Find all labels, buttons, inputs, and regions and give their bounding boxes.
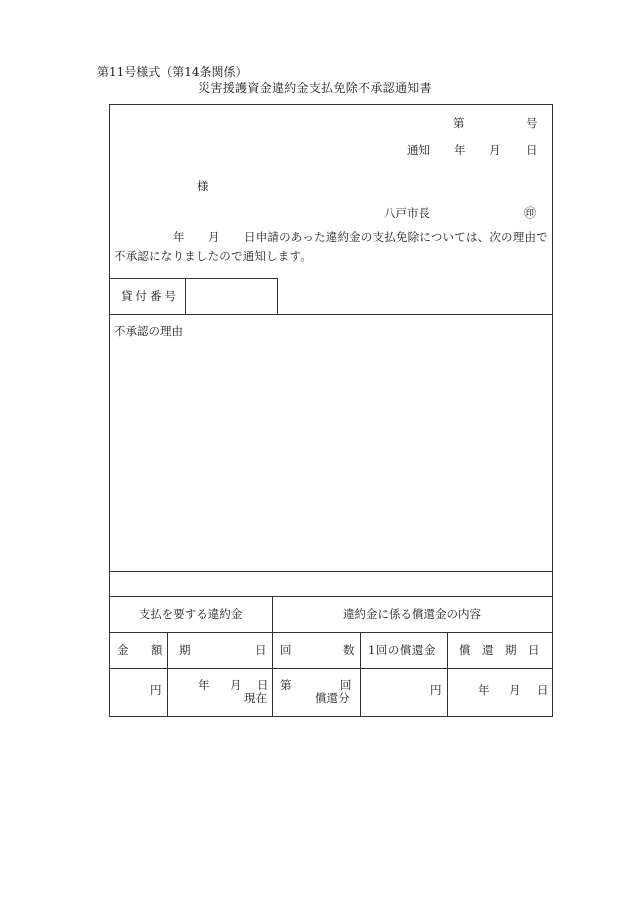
body-text-line1: 日申請のあった違約金の支払免除については、次の理由で: [244, 230, 548, 244]
loan-box-top-border: [109, 278, 278, 279]
frame-bottom-border: [109, 716, 553, 717]
row-due-day: 日: [537, 683, 549, 697]
reason-bottom-border: [109, 571, 553, 572]
seal-mark: ㊞: [524, 206, 537, 220]
row-installment-kai: 回: [340, 678, 352, 692]
body-text-line2: 不承認になりましたので通知します。: [114, 249, 312, 263]
recipient-honorific: 様: [197, 179, 209, 193]
body-year: 年: [173, 230, 185, 244]
notice-number-dai: 第: [453, 116, 465, 130]
col-header-count-a: 回: [280, 643, 292, 657]
col-divider-installment: [447, 632, 448, 716]
row-installment-dai: 第: [280, 678, 292, 692]
row-installment-yen: 円: [430, 683, 442, 697]
row-amount-yen: 円: [150, 683, 162, 697]
row-date-year: 年: [198, 678, 210, 692]
form-number-label: 第11号様式（第14条関係）: [97, 65, 248, 79]
row-due-year: 年: [478, 683, 490, 697]
group-header-bottom-border: [109, 632, 553, 633]
notice-date-month: 月: [489, 143, 501, 157]
loan-row-bottom-border: [109, 314, 553, 315]
notice-date-year: 年: [454, 143, 466, 157]
frame-top-border: [109, 104, 553, 105]
notice-date-day: 日: [526, 143, 538, 157]
issuer-name: 八戸市長: [384, 206, 430, 220]
col-header-count-b: 数: [343, 643, 355, 657]
col-header-period-b: 日: [255, 643, 267, 657]
row-due-month: 月: [509, 683, 521, 697]
col-header-amount-b: 額: [151, 643, 163, 657]
body-month: 月: [208, 230, 220, 244]
spacer-row-bottom-border: [109, 596, 553, 597]
row-date-month: 月: [230, 678, 242, 692]
col-header-amount-a: 金: [117, 643, 129, 657]
notice-date-label: 通知: [407, 143, 430, 157]
loan-value-right-border: [277, 278, 278, 314]
col-divider-count: [360, 632, 361, 716]
frame-left-border: [109, 104, 110, 717]
document-title: 災害援護資金違約金支払免除不承認通知書: [198, 81, 432, 95]
col-header-period-a: 期: [179, 643, 191, 657]
reason-label: 不承認の理由: [114, 324, 183, 338]
col-header-repay-date: 償 還 期 日: [459, 643, 540, 657]
group-header-payable-penalty: 支払を要する違約金: [138, 607, 243, 621]
notice-number-go: 号: [526, 116, 538, 130]
loan-label-divider: [185, 278, 186, 314]
group-header-repayment-details: 違約金に係る償還金の内容: [343, 607, 481, 621]
row-date-day: 日: [257, 678, 269, 692]
column-header-bottom-border: [109, 668, 553, 669]
col-divider-amount: [167, 632, 168, 716]
row-repaid-portion: 償還分: [315, 691, 350, 705]
col-header-per-installment: 1回の償還金: [368, 643, 436, 657]
frame-right-border: [552, 104, 553, 717]
loan-number-label: 貸付番号: [121, 289, 179, 303]
row-as-of: 現在: [244, 691, 267, 705]
